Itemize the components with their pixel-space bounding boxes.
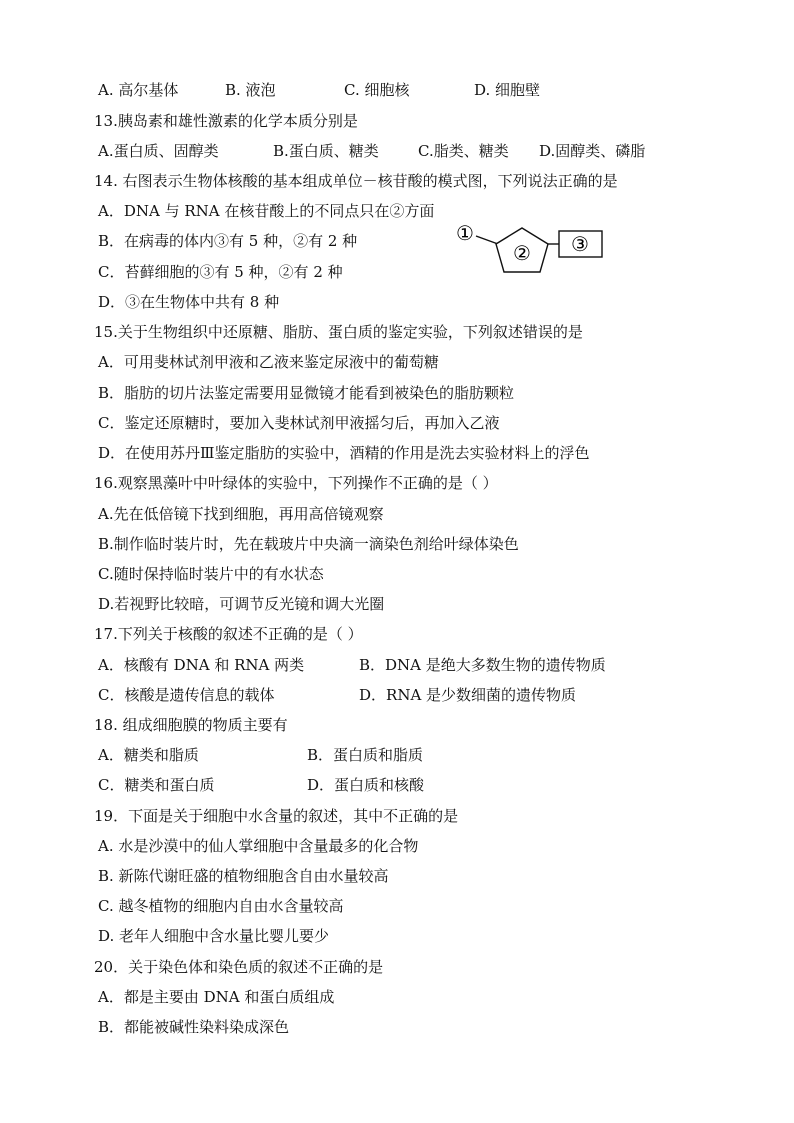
q12-option-c: C. 细胞核 bbox=[344, 81, 410, 99]
q14-option-b: B．在病毒的体内③有 5 种，②有 2 种 bbox=[98, 232, 358, 250]
q18-option-a: A．糖类和脂质 bbox=[98, 746, 199, 764]
q13-option-d: D.固醇类、磷脂 bbox=[539, 142, 646, 160]
q15-option-c: C．鉴定还原糖时，要加入斐林试剂甲液摇匀后，再加入乙液 bbox=[98, 414, 500, 432]
q16-option-a: A.先在低倍镜下找到细胞，再用高倍镜观察 bbox=[98, 505, 384, 523]
q14-option-a: A．DNA 与 RNA 在核苷酸上的不同点只在②方面 bbox=[98, 202, 435, 220]
q13-option-a: A.蛋白质、固醇类 bbox=[98, 142, 219, 160]
q18-option-d: D．蛋白质和核酸 bbox=[307, 776, 425, 794]
q15-option-b: B．脂肪的切片法鉴定需要用显微镜才能看到被染色的脂肪颗粒 bbox=[98, 384, 515, 402]
q17-option-b: B．DNA 是绝大多数生物的遗传物质 bbox=[359, 656, 606, 674]
q16-option-d: D.若视野比较暗，可调节反光镜和调大光圈 bbox=[98, 595, 385, 613]
q19-option-d: D. 老年人细胞中含水量比婴儿要少 bbox=[98, 927, 330, 945]
label-pentose: ② bbox=[513, 241, 531, 265]
q19-option-a: A. 水是沙漠中的仙人掌细胞中含量最多的化合物 bbox=[98, 837, 419, 855]
q15-option-a: A．可用斐林试剂甲液和乙液来鉴定尿液中的葡萄糖 bbox=[98, 353, 439, 371]
q12-option-a: A. 高尔基体 bbox=[98, 81, 179, 99]
q20-option-a: A．都是主要由 DNA 和蛋白质组成 bbox=[98, 988, 335, 1006]
q12-option-d: D. 细胞壁 bbox=[474, 81, 541, 99]
q16-stem: 16.观察黑藻叶中叶绿体的实验中，下列操作不正确的是（ ） bbox=[94, 474, 498, 492]
q14-option-c: C．苔藓细胞的③有 5 种，②有 2 种 bbox=[98, 263, 343, 281]
q13-option-b: B.蛋白质、糖类 bbox=[273, 142, 379, 160]
q15-stem: 15.关于生物组织中还原糖、脂肪、蛋白质的鉴定实验，下列叙述错误的是 bbox=[94, 323, 583, 341]
q17-option-a: A．核酸有 DNA 和 RNA 两类 bbox=[98, 656, 305, 674]
q19-stem: 19．下面是关于细胞中水含量的叙述，其中不正确的是 bbox=[94, 807, 459, 825]
q12-option-b: B. 液泡 bbox=[225, 81, 276, 99]
label-base: ③ bbox=[571, 232, 589, 256]
q14-stem: 14. 右图表示生物体核酸的基本组成单位－核苷酸的模式图，下列说法正确的是 bbox=[94, 172, 618, 190]
q20-option-b: B．都能被碱性染料染成深色 bbox=[98, 1018, 290, 1036]
q13-option-c: C.脂类、糖类 bbox=[418, 142, 509, 160]
label-phosphate: ① bbox=[456, 221, 474, 245]
q13-stem: 13.胰岛素和雄性激素的化学本质分别是 bbox=[94, 112, 358, 130]
q20-stem: 20．关于染色体和染色质的叙述不正确的是 bbox=[94, 958, 384, 976]
q15-option-d: D．在使用苏丹Ⅲ鉴定脂肪的实验中，酒精的作用是洗去实验材料上的浮色 bbox=[98, 444, 590, 462]
q17-option-c: C．核酸是遗传信息的载体 bbox=[98, 686, 275, 704]
q18-stem: 18. 组成细胞膜的物质主要有 bbox=[94, 716, 288, 734]
q17-option-d: D．RNA 是少数细菌的遗传物质 bbox=[359, 686, 577, 704]
q18-option-b: B．蛋白质和脂质 bbox=[307, 746, 424, 764]
q14-option-d: D．③在生物体中共有 8 种 bbox=[98, 293, 280, 311]
phosphate-bond-line bbox=[476, 236, 498, 244]
q19-option-b: B. 新陈代谢旺盛的植物细胞含自由水量较高 bbox=[98, 867, 389, 885]
q16-option-b: B.制作临时装片时，先在载玻片中央滴一滴染色剂给叶绿体染色 bbox=[98, 535, 519, 553]
nucleotide-diagram bbox=[452, 218, 612, 282]
q16-option-c: C.随时保持临时装片中的有水状态 bbox=[98, 565, 324, 583]
q19-option-c: C. 越冬植物的细胞内自由水含量较高 bbox=[98, 897, 344, 915]
q17-stem: 17.下列关于核酸的叙述不正确的是（ ） bbox=[94, 625, 363, 643]
q18-option-c: C．糖类和蛋白质 bbox=[98, 776, 215, 794]
